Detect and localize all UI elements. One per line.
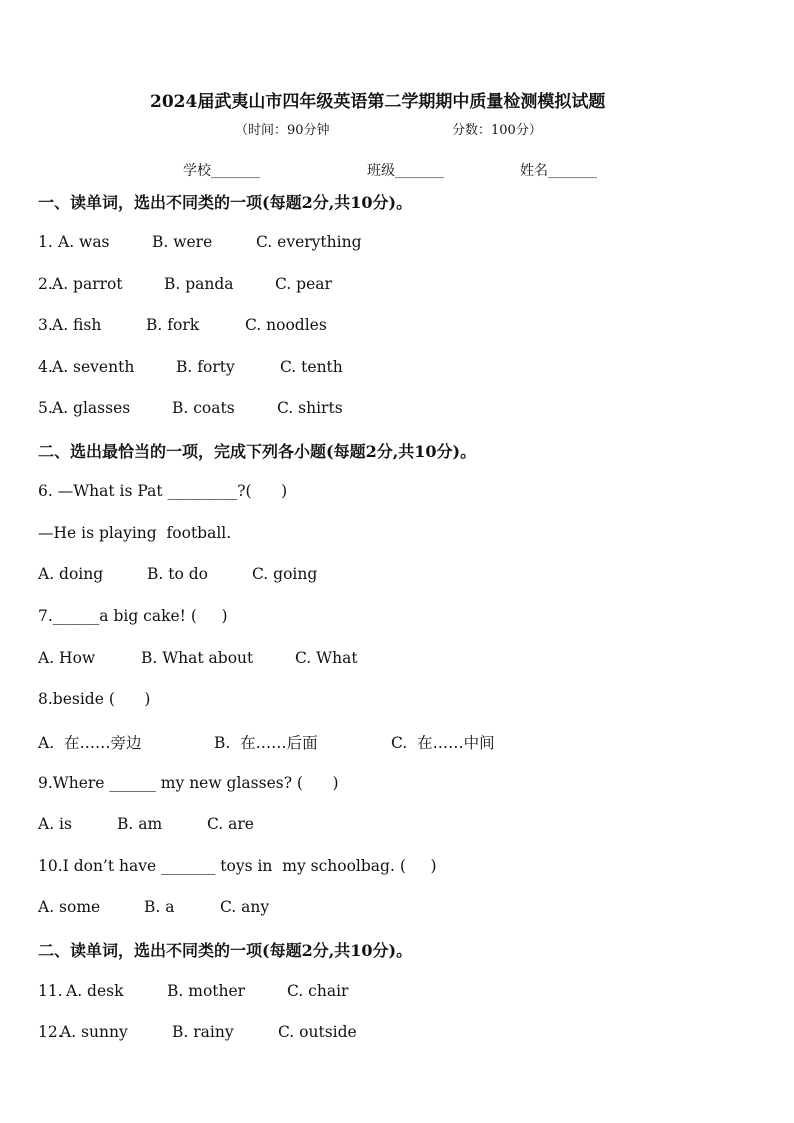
option-b: B. 在……后面 (214, 734, 318, 752)
option-a: A. doing (38, 565, 104, 583)
option-c: C. noodles (245, 316, 327, 334)
question-number: 1. (38, 233, 58, 251)
option-b: B. panda (164, 275, 234, 293)
option-c: C. outside (278, 1023, 357, 1041)
question-stem: 9.Where ______ my new glasses? ( ) (38, 774, 339, 792)
option-c: C. any (220, 898, 270, 916)
question-number: 11. (38, 982, 68, 1000)
option-a: A. was (58, 233, 110, 251)
question-number: 12. (38, 1023, 63, 1041)
option-c: C. 在……中间 (391, 734, 495, 752)
option-c: C. What (295, 649, 358, 667)
question-stem: 7.______a big cake! ( ) (38, 607, 228, 625)
question-number: 5. (38, 399, 53, 417)
option-a: A. How (38, 649, 96, 667)
class-field: 班级_______ (367, 163, 444, 179)
option-b: B. to do (147, 565, 208, 583)
question-stem: 10.I don’t have _______ toys in my schoolbag. ( ) (38, 857, 437, 875)
option-b: B. coats (172, 399, 235, 417)
name-field: 姓名_______ (520, 163, 597, 179)
option-b: B. What about (141, 649, 254, 667)
option-c: C. going (252, 565, 318, 583)
question-reply: —He is playing football. (38, 524, 232, 542)
option-c: C. everything (256, 233, 362, 251)
question-stem: 6. —What is Pat _________?( ) (38, 482, 288, 500)
option-a: A. desk (66, 982, 124, 1000)
section-heading: 二、读单词，选出不同类的一项(每题2分,共10分)。 (38, 941, 413, 960)
option-b: B. rainy (172, 1023, 234, 1041)
option-b: B. mother (167, 982, 246, 1000)
option-b: B. fork (146, 316, 200, 334)
option-b: B. forty (176, 358, 235, 376)
school-field: 学校_______ (183, 163, 260, 179)
option-a: A. fish (52, 316, 102, 334)
option-c: C. are (207, 815, 254, 833)
exam-time: （时间：90分钟 (235, 123, 330, 138)
option-a: A. glasses (52, 399, 131, 417)
option-a: A. seventh (52, 358, 135, 376)
question-number: 2. (38, 275, 53, 293)
option-a: A. is (38, 815, 72, 833)
option-a: A. parrot (52, 275, 123, 293)
section-heading: 二、选出最恰当的一项，完成下列各小题(每题2分,共10分)。 (38, 442, 477, 461)
option-a: A. sunny (60, 1023, 128, 1041)
exam-title: 2024届武夷山市四年级英语第二学期期中质量检测模拟试题 (150, 92, 606, 112)
option-a: A. some (38, 898, 101, 916)
section-heading: 一、读单词，选出不同类的一项(每题2分,共10分)。 (38, 193, 413, 212)
option-c: C. chair (287, 982, 349, 1000)
option-a: A. 在……旁边 (38, 734, 142, 752)
exam-score: 分数：100分） (452, 123, 542, 138)
option-c: C. shirts (277, 399, 343, 417)
option-c: C. pear (275, 275, 332, 293)
question-stem: 8.beside ( ) (38, 690, 151, 708)
question-number: 3. (38, 316, 53, 334)
option-b: B. a (144, 898, 175, 916)
option-b: B. were (152, 233, 213, 251)
question-number: 4. (38, 358, 53, 376)
option-c: C. tenth (280, 358, 343, 376)
option-b: B. am (117, 815, 163, 833)
